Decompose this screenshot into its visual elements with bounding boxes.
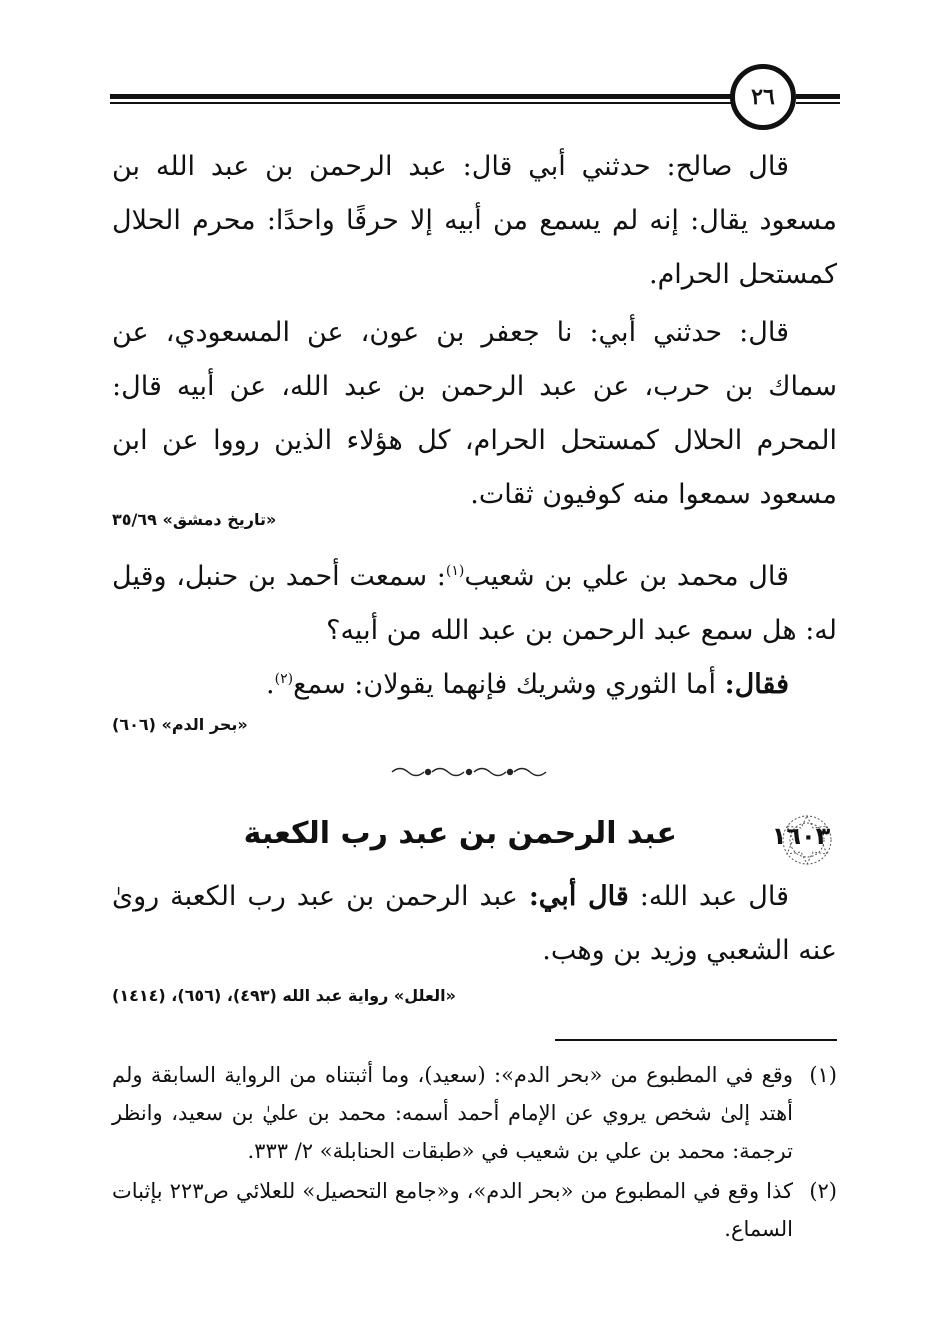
entry-number: ١٦٠٣ [771, 822, 831, 850]
paragraph-3-end: : سمعت أحمد بن حنبل، وقيل له: هل سمع عبد الرحمن بن عبد الله من أبيه؟ [112, 561, 837, 646]
entry-text-end: عبد الرحمن بن عبد رب الكعبة روىٰ عنه الشعبي وزيد بن وهب. [112, 881, 837, 966]
header-rule-right [796, 94, 840, 99]
paragraph-3 [112, 550, 837, 658]
divider-ornament-icon [388, 764, 550, 780]
entry-text-block [112, 870, 837, 978]
page-number: ٢٦ [730, 64, 796, 130]
text-block-2 [112, 550, 837, 712]
footnote-ref-1[interactable]: (١) [445, 563, 465, 579]
footnote-1-text: وقع في المطبوع من «بحر الدم»: (سعيد)، وما أثبتناه من الرواية السابقة ولم أهتد إلىٰ شخص يروي عن الإمام أحمد أسمه: محمد بن عليٰ بن سعيد، وانظر ترجمة: محمد بن علي بن شعيب في «طبقات الحنابلة» ٢/ ٣٣٣. [112, 1063, 793, 1163]
entry-text-start: قال عبد الله: [628, 881, 789, 912]
footnote-1 [112, 1056, 837, 1170]
paragraph-4-bold: فقال: [724, 669, 789, 700]
footnote-2 [112, 1172, 837, 1248]
paragraph-1: قال صالح: حدثني أبي قال: عبد الرحمن بن عبد الله بن مسعود يقال: إنه لم يسمع من أبيه إلا حرفًا واحدًا: محرم الحلال كمستحل الحرام. [112, 151, 837, 290]
header-rule-thin [110, 102, 750, 104]
entry-text-bold: قال أبي: [528, 881, 629, 912]
source-citation-2 [112, 715, 837, 734]
entry-title: عبد الرحمن بن عبد رب الكعبة [243, 816, 677, 851]
source-citation-1-text: «تاريخ دمشق» ٣٥/٦٩ [112, 510, 277, 529]
paragraph-4 [112, 658, 837, 712]
source-citation-1 [112, 510, 837, 529]
entry-heading [112, 812, 837, 868]
entry-source-citation-text: «العلل» رواية عبد الله (٤٩٣)، (٦٥٦)، (١٤١٤) [112, 986, 456, 1005]
entry-source-citation [112, 986, 837, 1005]
main-text-block [112, 140, 837, 522]
paragraph-2: قال: حدثني أبي: نا جعفر بن عون، عن المسعودي، عن سماك بن حرب، عن عبد الرحمن بن عبد الله، عن أبيه قال: المحرم الحلال كمستحل الحرام، كل هؤلاء الذين رووا عن ابن مسعود سمعوا منه كوفيون ثقات. [112, 317, 837, 510]
source-citation-2-text: «بحر الدم» (٦٠٦) [112, 715, 248, 734]
paragraph-3-start: قال محمد بن علي بن شعيب [464, 561, 789, 592]
footnote-ref-2[interactable]: (٢) [274, 671, 294, 687]
footnote-2-text: كذا وقع في المطبوع من «بحر الدم»، و«جامع التحصيل» للعلائي ص٢٢٣ بإثبات السماع. [112, 1179, 793, 1241]
footnote-1-number: (١) [809, 1063, 837, 1087]
header-rule-right-thin [796, 102, 840, 104]
entry-paragraph [112, 870, 837, 978]
header-rule [110, 94, 750, 99]
page-header [110, 60, 840, 130]
footnote-2-number: (٢) [809, 1179, 837, 1203]
paragraph-4-end: . [266, 669, 275, 700]
footnote-separator [555, 1039, 837, 1041]
paragraph-4-text: أما الثوري وشريك فإنهما يقولان: سمع [293, 669, 725, 700]
footnotes [112, 1056, 837, 1250]
